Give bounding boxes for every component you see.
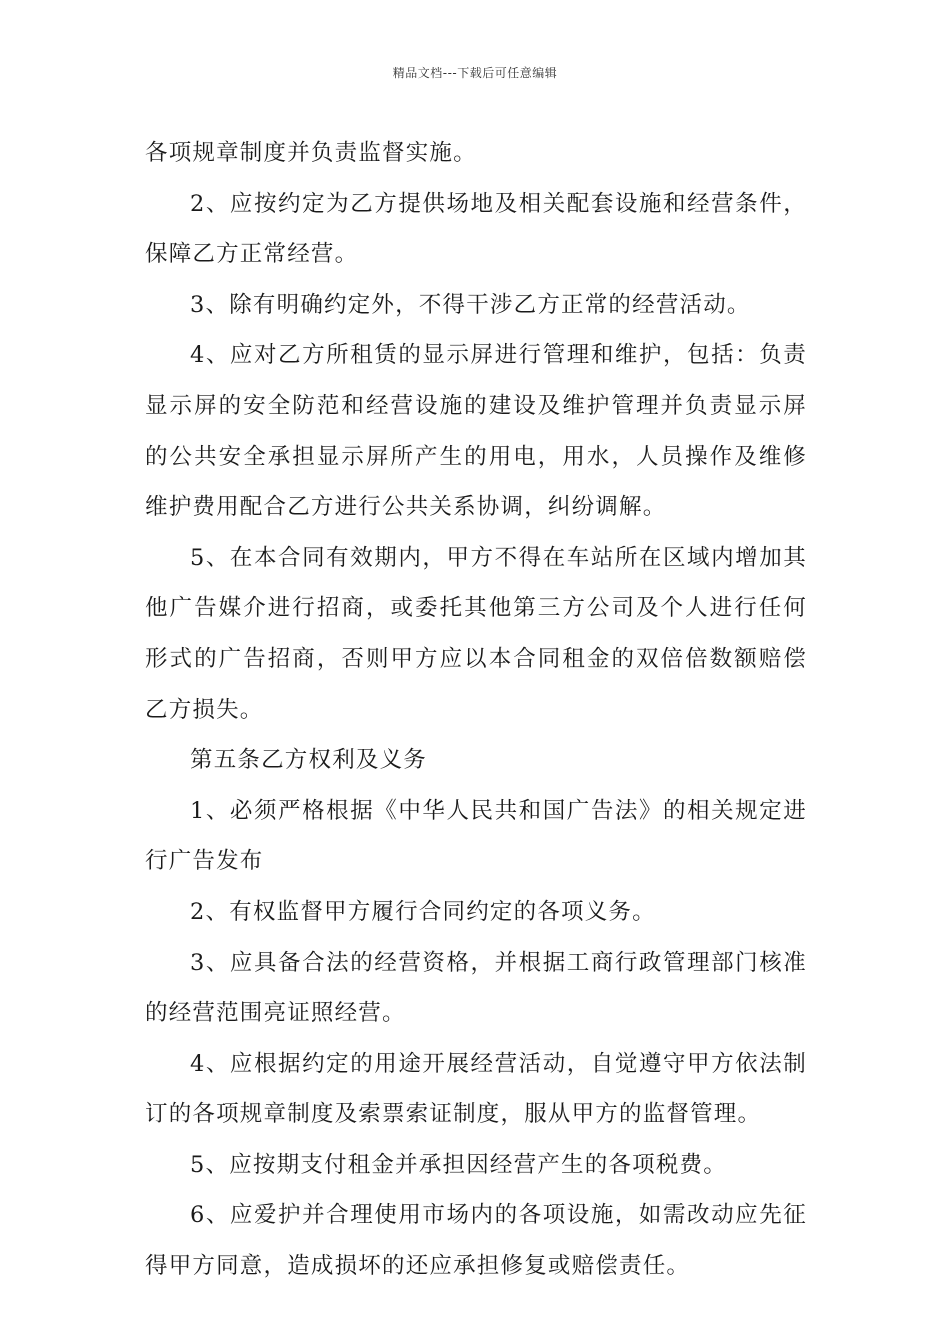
paragraph-clause-3: 3、除有明确约定外，不得干涉乙方正常的经营活动。 — [190, 291, 751, 318]
paragraph-clause-5: 5、在本合同有效期内，甲方不得在车站所在区域内增加其他广告媒介进行招商，或委托其他第三方公司及个人进行任何形式的广告招商，否则甲方应以本合同租金的双倍倍数额赔偿乙方损失。 — [145, 544, 807, 723]
paragraph-continuation: 各项规章制度并负责监督实施。 — [145, 140, 477, 166]
document-body — [145, 128, 807, 1292]
paragraph-clause-4: 4、应对乙方所租赁的显示屏进行管理和维护，包括：负责显示屏的安全防范和经营设施的建设及维护管理并负责显示屏的公共安全承担显示屏所产生的用电，用水，人员操作及维修维护费用配合乙方进行公共关系协调，纠纷调解。 — [145, 342, 807, 521]
paragraph-obligation-3: 3、应具备合法的经营资格，并根据工商行政管理部门核准的经营范围亮证照经营。 — [145, 949, 807, 1027]
paragraph-obligation-4: 4、应根据约定的用途开展经营活动，自觉遵守甲方依法制订的各项规章制度及索票索证制度，服从甲方的监督管理。 — [145, 1050, 807, 1128]
paragraph-obligation-2: 2、有权监督甲方履行合同约定的各项义务。 — [190, 898, 656, 925]
page-header: 精品文档---下载后可任意编辑 — [392, 66, 558, 80]
paragraph-obligation-5: 5、应按期支付租金并承担因经营产生的各项税费。 — [190, 1151, 727, 1178]
paragraph-obligation-6: 6、应爱护并合理使用市场内的各项设施，如需改动应先征得甲方同意，造成损坏的还应承担修复或赔偿责任。 — [145, 1202, 807, 1280]
section-heading: 第五条乙方权利及义务 — [190, 747, 428, 774]
paragraph-obligation-1: 1、必须严格根据《中华人民共和国广告法》的相关规定进行广告发布 — [145, 797, 807, 875]
paragraph-clause-2: 2、应按约定为乙方提供场地及相关配套设施和经营条件，保障乙方正常经营。 — [145, 190, 807, 268]
